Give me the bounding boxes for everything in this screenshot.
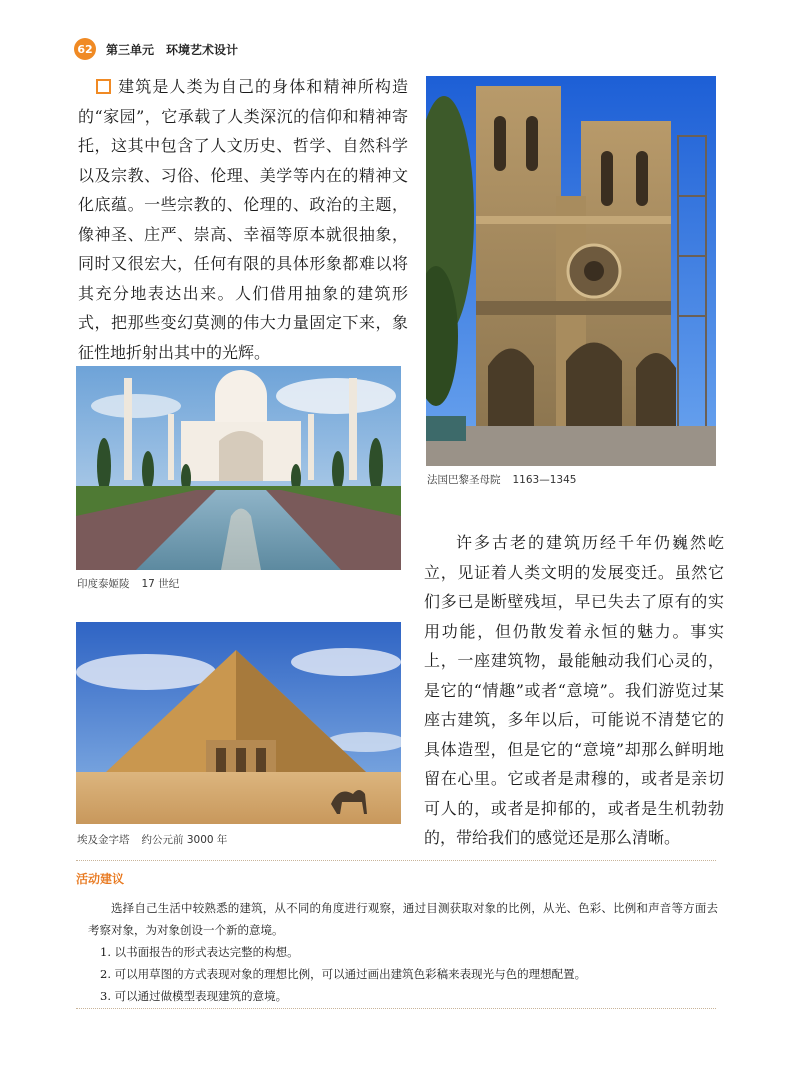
unit-title: 环境艺术设计 <box>166 42 239 57</box>
pyramid-caption <box>77 832 227 847</box>
activity-title: 活动建议 <box>76 872 125 886</box>
intro-text: 建筑是人类为自己的身体和精神所构造的“家园”，它承载了人类深沉的信仰和精神寄托，这其中包含了人文历史、哲学、自然科学以及宗教、习俗、伦理、美学等内在的精神文化底蕴。一些宗教的、伦理的、政治的主题，像神圣、庄严、崇高、幸福等原本就很抽象，同时又很宏大，任何有限的具体形象都难以将其充分地表达出来。人们借用抽象的建筑形式，把那些变幻莫测的伟大力量固定下来，象征性地折射出其中的光辉。 <box>78 77 408 362</box>
activity-divider-top <box>76 860 716 861</box>
body-paragraph-2: 许多古老的建筑历经千年仍巍然屹立，见证着人类文明的发展变迁。虽然它们多已是断壁残垣，早已失去了原有的实用功能，但仍散发着永恒的魅力。事实上，一座建筑物，最能触动我们心灵的，是它的“情趣”或者“意境”。我们游览过某座古建筑，多年以后，可能说不清楚它的具体造型，但是它的“意境”却那么鲜明地留在心里。它或者是肃穆的，或者是亲切可人的，或者是抑郁的，或者是生机勃勃的，带给我们的感觉还是那么清晰。 <box>424 533 724 847</box>
activity-intro: 选择自己生活中较熟悉的建筑，从不同的角度进行观察，通过目测获取对象的比例，从光、色彩、比例和声音等方面去考察对象，为对象创设一个新的意境。 <box>88 901 718 937</box>
pyramid-caption-text: 埃及金字塔 <box>77 834 130 846</box>
page-header <box>74 38 238 60</box>
activity-item: 2. 可以用草图的方式表现对象的理想比例，可以通过画出建筑色彩稿来表现光与色的理想配置。 <box>100 967 587 981</box>
taj-mahal-photo <box>76 366 401 570</box>
page-number: 62 <box>74 38 96 60</box>
activity-item: 1. 以书面报告的形式表达完整的构想。 <box>100 945 299 959</box>
notre-dame-photo <box>426 76 716 466</box>
activity-list <box>100 941 720 1007</box>
taj-mahal-caption-text: 印度泰姬陵 <box>77 578 130 590</box>
activity-item: 3. 可以通过做模型表现建筑的意境。 <box>100 989 288 1003</box>
notre-dame-year: 1163—1345 <box>512 474 577 486</box>
taj-mahal-year: 17 世纪 <box>141 578 180 590</box>
notre-dame-caption-text: 法国巴黎圣母院 <box>427 474 501 486</box>
intro-paragraph <box>78 72 408 367</box>
square-bullet-icon <box>96 79 111 94</box>
pyramid-year: 约公元前 3000 年 <box>141 834 228 846</box>
unit-label: 第三单元 <box>106 42 155 57</box>
notre-dame-caption <box>427 472 576 487</box>
pyramid-photo <box>76 622 401 824</box>
activity-divider-bottom <box>76 1008 716 1009</box>
taj-mahal-caption <box>77 576 179 591</box>
